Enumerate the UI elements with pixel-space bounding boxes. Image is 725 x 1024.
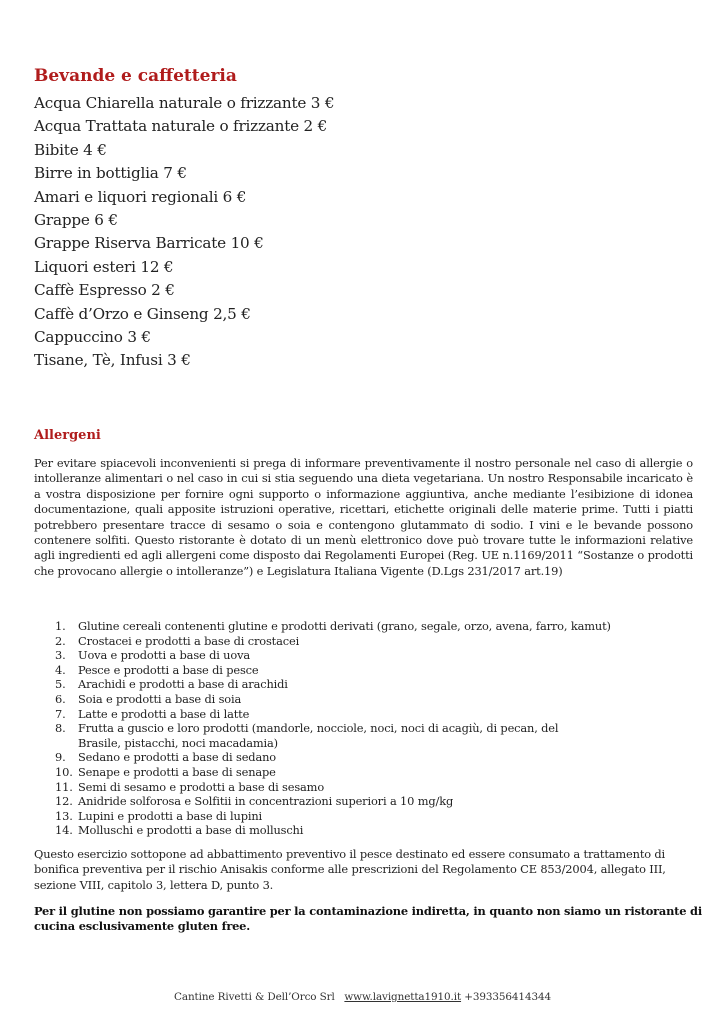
footer-company: Cantine Rivetti & Dell’Orco Srl: [174, 991, 335, 1003]
allergens-intro: Per evitare spiacevoli inconvenienti si prega di informare preventivamente il nostro personale nel caso di allergie o intolleranze alimentari o nel caso in cui si stia seguendo una dieta vegetariana. Un nostro Responsabile incaricato è a vostra disposizione per fornire ogni supporto o informazione aggiuntiva, anche mediante l’esibizione di idonea documentazione, quali apposite istruzioni operative, ricettari, etichette originali delle materie prime. Tutti i piatti potrebbero presentare tracce di sesamo o soia e contengono glutammato di sodio. I vini e le bevande possono contenere solfiti. Questo ristorante è dotato di un menù elettronico dove può trovare tutte le informazioni relative agli ingredienti ed agli allergeni come disposto dai Regolamenti Europei (Reg. UE n.1169/2011 “Sostanze o prodotti che provocano allergie o intolleranze”) e Legislatura Italiana Vigente (D.Lgs 231/2017 art.19): [34, 456, 693, 578]
list-item-number: 1.: [55, 619, 66, 633]
list-item-text: Semi di sesamo e prodotti a base di sesamo: [78, 779, 325, 794]
allergens-title: Allergeni: [34, 428, 101, 443]
list-item-text: Arachidi e prodotti a base di arachidi: [78, 677, 288, 692]
list-item: [55, 663, 695, 678]
list-item-text: Anidride solforosa e Solfitii in concentrazioni superiori a 10 mg/kg: [78, 794, 454, 809]
list-item: [55, 794, 695, 809]
list-item: [55, 823, 695, 838]
list-item: [55, 634, 695, 649]
list-item-number: 3.: [55, 648, 66, 663]
list-item-text: Latte e prodotti a base di latte: [78, 706, 250, 721]
list-item-number: 5.: [55, 677, 66, 692]
list-item-text: Frutta a guscio e loro prodotti (mandorle, nocciole, noci, noci di acagiù, di pecan, del Brasile, pistacchi, noci macadamia): [78, 721, 559, 750]
list-item-number: 10.: [55, 764, 73, 779]
anisakis-note: Questo esercizio sottopone ad abbattimento preventivo il pesce destinato ed essere consumato a trattamento di bonifica preventiva per il rischio Anisakis conforme alle prescrizioni del Regolamento CE 853/2004, allegato III, sezione VIII, capitolo 3, lettera D, punto 3.: [34, 847, 666, 892]
gluten-note: Per il glutine non possiamo garantire per la contaminazione indiretta, in quanto non siamo un ristorante di cucina esclusivamente gluten free.: [34, 904, 702, 934]
list-item-number: 14.: [55, 823, 73, 838]
list-item-text: Pesce e prodotti a base di pesce: [78, 662, 259, 677]
drinks-section-title: Bevande e caffetteria: [34, 66, 237, 86]
list-item-text: Sedano e prodotti a base di sedano: [78, 750, 276, 765]
list-item-text: Crostacei e prodotti a base di crostacei: [78, 633, 300, 648]
drink-item: Caffè d’Orzo e Ginseng 2,5 €: [34, 304, 251, 323]
drinks-list: [34, 92, 334, 373]
footer-phone: +393356414344: [464, 991, 551, 1003]
drink-item: Amari e liquori regionali 6 €: [34, 187, 247, 206]
footer: [0, 991, 725, 1003]
list-item-text: Soia e prodotti a base di soia: [78, 691, 242, 706]
drink-item: Acqua Trattata naturale o frizzante 2 €: [34, 117, 328, 136]
drink-item: Tisane, Tè, Infusi 3 €: [34, 351, 191, 370]
list-item: [55, 765, 695, 780]
drink-item: Bibite 4 €: [34, 140, 107, 159]
list-item: [55, 707, 695, 722]
drink-item: Birre in bottiglia 7 €: [34, 164, 187, 183]
drink-item: Grappe 6 €: [34, 211, 118, 230]
list-item-number: 13.: [55, 808, 73, 823]
list-item-number: 12.: [55, 794, 73, 809]
drink-item: Grappe Riserva Barricate 10 €: [34, 234, 264, 253]
list-item: [55, 692, 695, 707]
drink-item: Acqua Chiarella naturale o frizzante 3 €: [34, 94, 335, 112]
list-item-text: Lupini e prodotti a base di lupini: [78, 808, 263, 823]
list-item: [55, 619, 695, 634]
list-item-text: Molluschi e prodotti a base di molluschi: [78, 823, 304, 838]
list-item-number: 6.: [55, 691, 66, 706]
list-item-number: 9.: [55, 750, 66, 765]
list-item-number: 4.: [55, 662, 66, 677]
list-item-text: Uova e prodotti a base di uova: [78, 648, 251, 663]
list-item-text: Senape e prodotti a base di senape: [78, 764, 276, 779]
footer-website-link[interactable]: www.lavignetta1910.it: [344, 991, 462, 1003]
list-item-text: Glutine cereali contenenti glutine e prodotti derivati (grano, segale, orzo, avena, farro, kamut): [78, 619, 611, 633]
allergen-list: [55, 619, 695, 838]
list-item: [55, 750, 695, 765]
list-item-number: 8.: [55, 721, 66, 736]
drink-item: Cappuccino 3 €: [34, 328, 151, 347]
list-item: [55, 809, 695, 824]
list-item-number: 7.: [55, 706, 66, 721]
list-item-number: 11.: [55, 779, 73, 794]
drink-item: Liquori esteri 12 €: [34, 257, 174, 276]
list-item: [55, 721, 695, 750]
drink-item: Caffè Espresso 2 €: [34, 281, 175, 300]
list-item: [55, 677, 695, 692]
list-item: [55, 780, 695, 795]
list-item-number: 2.: [55, 633, 66, 648]
list-item: [55, 648, 695, 663]
